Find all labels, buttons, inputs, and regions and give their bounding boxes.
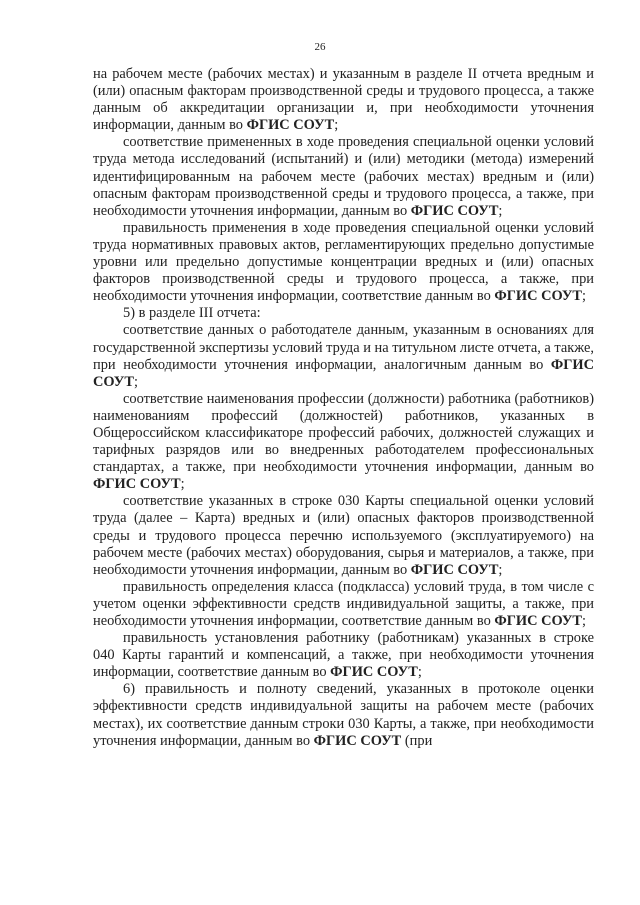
document-body [93,66,594,750]
fgis-sout-term: ФГИС СОУТ [410,561,499,578]
paragraph-profession-names [93,391,594,494]
paragraph-class-determination [93,579,594,630]
fgis-sout-term: ФГИС СОУТ [93,476,181,493]
paragraph-text: правильность определения класса (подкласса) условий труда, в том числе с учетом оценки эффективности средств индивидуальной защиты, а также, при необходимости уточнения информации, соответствие данным во [93,578,594,629]
fgis-sout-term: ФГИС СОУТ [246,117,335,134]
paragraph-punctuation: ; [498,561,503,578]
list-item-ppe-protocol [93,681,594,749]
paragraph-punctuation: ; [417,664,422,681]
paragraph-text: 6) правильность и полноту сведений, указанных в протоколе оценки эффективности средств индивидуальной защиты на рабочем месте (рабочих местах), их соответствие данным строки 030 Карты, а также, при необходимости уточнения информации, данным во [93,681,594,749]
paragraph-continuation [93,66,594,134]
paragraph-punctuation: ; [582,288,587,305]
paragraph-normative-acts [93,220,594,305]
paragraph-text: 5) в разделе III отчета: [123,305,261,322]
paragraph-text: правильность установления работнику (работникам) указанных в строке 040 Карты гарантий и компенсаций, а также, при необходимости уточнения информации, соответствие данным во [93,630,594,681]
paragraph-employer-data [93,322,594,390]
paragraph-punctuation: ; [180,476,185,493]
paragraph-punctuation: ; [582,613,587,629]
paragraph-text: соответствие наименования профессии (должности) работника (работников) наименованиям профессий (должностей) работников, указанных в Общероссийском классификаторе профессий рабочих, должностей служащих и тарифных разрядов или во внедренных работодателем профессиональных стандартах, а также, при необходимости уточнения информации, данным во [93,390,594,476]
fgis-sout-term: ФГИС СОУТ [494,613,583,629]
paragraph-methods-compliance [93,134,594,219]
paragraph-guarantees-line-040 [93,630,594,681]
paragraph-text: соответствие указанных в строке 030 Карты специальной оценки условий труда (далее – Карта) вредных и (или) опасных факторов производственной среды и трудового процесса перечню используемого (эксплуатируемого) на рабочем месте (рабочих местах) оборудования, сырья и материалов, а также, при необходимости уточнения информации, данным во [93,493,594,578]
paragraph-punctuation: (при [401,732,433,749]
page-number: 26 [314,41,326,53]
paragraph-text: правильность применения в ходе проведения специальной оценки условий труда нормативных правовых актов, регламентирующих предельно допустимые уровни или предельно допустимые концентрации вредных и (или) опасных факторов производственной среды и трудового процесса, а также, при необходимости уточнения информации, соответствие данным во [93,219,594,305]
paragraph-text: соответствие примененных в ходе проведения специальной оценки условий труда метода исследований (испытаний) и (или) методики (метода) измерений идентифицированным на рабочем месте (рабочих местах) вредным и (или) опасным факторам производственной среды и трудового процесса, а также, при необходимости уточнения информации, данным во [93,134,594,219]
fgis-sout-term: ФГИС СОУТ [313,732,402,749]
fgis-sout-term: ФГИС СОУТ [494,288,583,305]
fgis-sout-term: ФГИС СОУТ [330,664,418,681]
fgis-sout-term: ФГИС СОУТ [93,356,594,390]
list-item-section-iii [93,305,594,322]
paragraph-punctuation: ; [133,373,138,390]
paragraph-text: соответствие данных о работодателе данным, указанным в основаниях для государственной экспертизы условий труда и на титульном листе отчета, а также, при необходимости уточнения информации, аналогичным данным во [93,322,594,373]
fgis-sout-term: ФГИС СОУТ [410,202,499,219]
paragraph-card-line-030 [93,493,594,578]
paragraph-punctuation: ; [498,202,503,219]
paragraph-text: на рабочем месте (рабочих местах) и указанным в разделе II отчета вредным и (или) опасным факторам производственной среды и трудового процесса, а также данным об аккредитации организации и, при необходимости уточнения информации, данным во [93,66,594,134]
paragraph-punctuation: ; [334,117,339,134]
